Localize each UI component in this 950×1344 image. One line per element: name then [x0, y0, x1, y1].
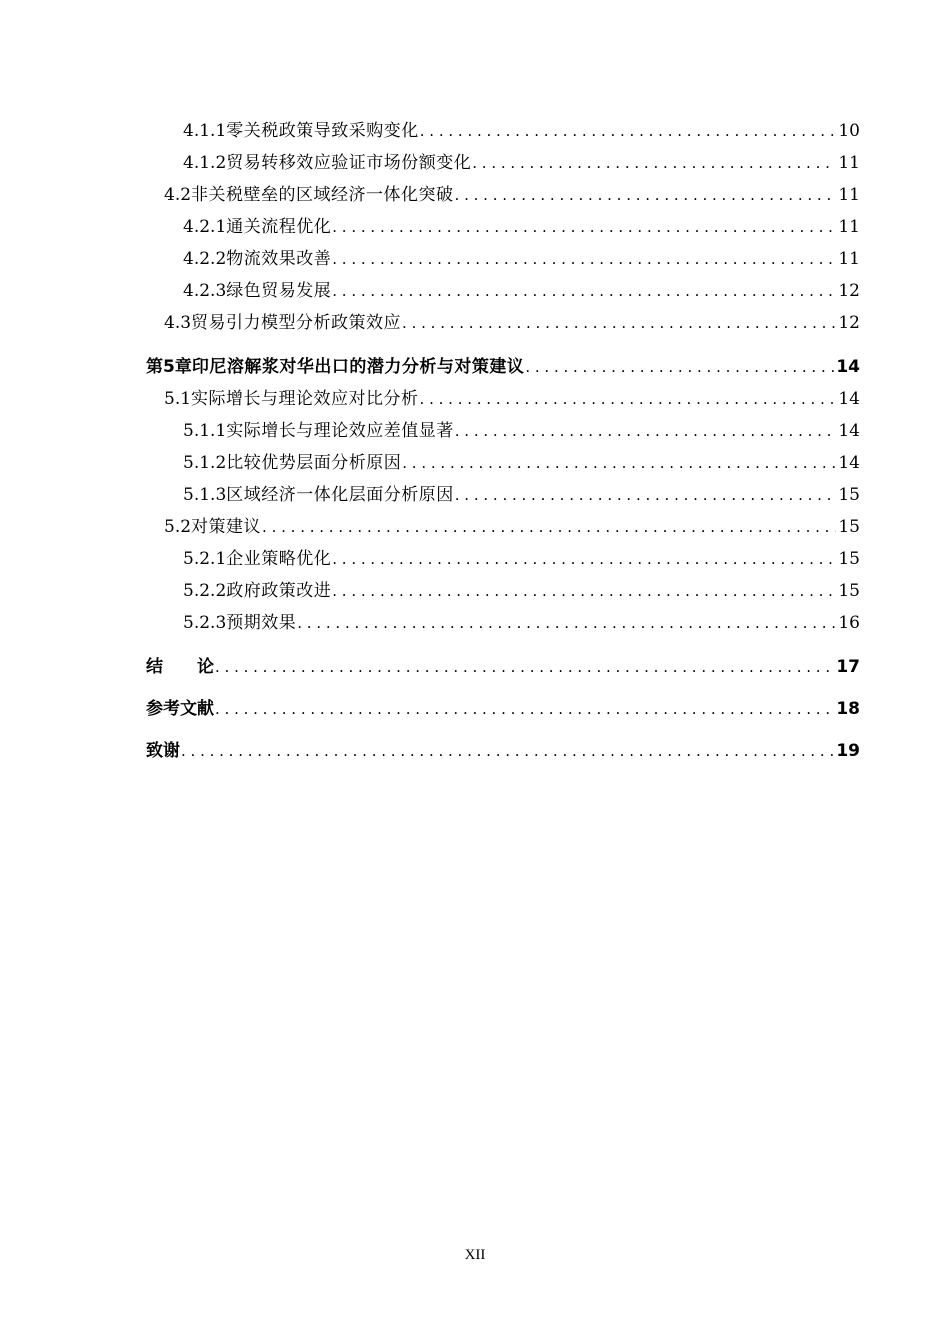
toc-entry-page: 14 — [836, 357, 860, 377]
toc-entry-number: 5.2.1 — [183, 549, 227, 569]
toc-entry-title: 贸易转移效应验证市场份额变化 — [226, 153, 472, 173]
toc-entry-title: 物流效果改善 — [226, 249, 332, 269]
toc-entry-number: 5.2.2 — [183, 581, 227, 601]
toc-leader-dots — [181, 741, 834, 761]
toc-leader-dots — [472, 153, 836, 173]
toc-entry[interactable] — [146, 384, 860, 416]
toc-leader-dots — [402, 313, 836, 333]
toc-entry-title: 预期效果 — [226, 613, 297, 633]
toc-entry-page: 11 — [838, 249, 860, 269]
toc-entry-page: 16 — [838, 613, 860, 633]
toc-entry-title: 通关流程优化 — [226, 217, 332, 237]
toc-entry-title: 结 论 — [146, 657, 214, 677]
toc-entry-number: 第5章 — [146, 357, 192, 377]
toc-entry-number: 4.2.1 — [183, 217, 227, 237]
toc-entry[interactable] — [146, 652, 860, 684]
toc-entry-title: 实际增长与理论效应对比分析 — [191, 389, 419, 409]
toc-entry[interactable] — [146, 480, 860, 512]
toc-leader-dots — [455, 421, 836, 441]
toc-entry-title: 区域经济一体化层面分析原因 — [226, 485, 454, 505]
page-number-footer: XII — [464, 1247, 486, 1263]
toc-entry-page: 11 — [838, 185, 860, 205]
toc-entry-number: 4.2.3 — [183, 281, 227, 301]
toc-entry-page: 15 — [838, 485, 860, 505]
toc-entry-page: 15 — [838, 549, 860, 569]
toc-entry[interactable] — [146, 244, 860, 276]
toc-entry-page: 15 — [838, 581, 860, 601]
toc-leader-dots — [455, 485, 836, 505]
toc-entry-title: 致谢 — [146, 741, 180, 761]
toc-entry[interactable] — [146, 276, 860, 308]
toc-entry-page: 14 — [838, 389, 860, 409]
toc-leader-dots — [332, 249, 836, 269]
toc-entry[interactable] — [146, 512, 860, 544]
toc-entry-number: 5.1 — [164, 389, 192, 409]
toc-entry-title: 对策建议 — [191, 517, 262, 537]
toc-entry-title: 实际增长与理论效应差值显著 — [226, 421, 454, 441]
toc-entry[interactable] — [146, 116, 860, 148]
toc-entry[interactable] — [146, 448, 860, 480]
toc-entry[interactable] — [146, 736, 860, 768]
toc-leader-dots — [420, 121, 836, 141]
toc-entry-title: 企业策略优化 — [226, 549, 332, 569]
toc-entry-number: 4.1.2 — [183, 153, 227, 173]
toc-entry-title: 绿色贸易发展 — [226, 281, 332, 301]
toc-entry-page: 19 — [836, 741, 860, 761]
table-of-contents — [146, 116, 860, 768]
toc-entry-number: 5.1.2 — [183, 453, 227, 473]
toc-entry[interactable] — [146, 352, 860, 384]
toc-leader-dots — [332, 581, 836, 601]
toc-leader-dots — [402, 453, 836, 473]
toc-entry-title: 印尼溶解浆对华出口的潜力分析与对策建议 — [191, 357, 525, 377]
toc-entry[interactable] — [146, 148, 860, 180]
toc-leader-dots — [455, 185, 836, 205]
toc-leader-dots — [332, 549, 836, 569]
toc-entry-page: 18 — [836, 699, 860, 719]
toc-entry-number: 5.1.1 — [183, 421, 227, 441]
toc-entry-page: 15 — [838, 517, 860, 537]
toc-entry-page: 14 — [838, 421, 860, 441]
toc-leader-dots — [262, 517, 836, 537]
toc-entry[interactable] — [146, 608, 860, 640]
toc-entry-number: 5.2 — [164, 517, 192, 537]
toc-entry-number: 4.2 — [164, 185, 192, 205]
toc-entry[interactable] — [146, 416, 860, 448]
toc-entry-title: 贸易引力模型分析政策效应 — [191, 313, 402, 333]
toc-leader-dots — [332, 217, 836, 237]
toc-leader-dots — [420, 389, 836, 409]
toc-entry[interactable] — [146, 212, 860, 244]
toc-entry[interactable] — [146, 694, 860, 726]
toc-entry[interactable] — [146, 180, 860, 212]
toc-entry-page: 14 — [838, 453, 860, 473]
toc-entry[interactable] — [146, 576, 860, 608]
toc-leader-dots — [525, 357, 834, 377]
toc-entry-number: 5.2.3 — [183, 613, 227, 633]
toc-entry-number: 5.1.3 — [183, 485, 227, 505]
toc-entry-page: 10 — [838, 121, 860, 141]
toc-leader-dots — [332, 281, 836, 301]
toc-entry[interactable] — [146, 544, 860, 576]
toc-entry-page: 11 — [838, 217, 860, 237]
toc-leader-dots — [215, 657, 834, 677]
toc-entry-title: 非关税壁垒的区域经济一体化突破 — [191, 185, 454, 205]
toc-entry-title: 零关税政策导致采购变化 — [226, 121, 419, 141]
toc-entry-number: 4.2.2 — [183, 249, 227, 269]
toc-entry-page: 12 — [838, 313, 860, 333]
toc-entry-number: 4.3 — [164, 313, 192, 333]
toc-leader-dots — [297, 613, 836, 633]
toc-entry-page: 11 — [838, 153, 860, 173]
toc-entry-title: 比较优势层面分析原因 — [226, 453, 402, 473]
toc-entry[interactable] — [146, 308, 860, 340]
toc-leader-dots — [215, 699, 834, 719]
toc-entry-page: 17 — [836, 657, 860, 677]
toc-entry-title: 政府政策改进 — [226, 581, 332, 601]
toc-entry-page: 12 — [838, 281, 860, 301]
toc-entry-number: 4.1.1 — [183, 121, 227, 141]
toc-entry-title: 参考文献 — [146, 699, 214, 719]
